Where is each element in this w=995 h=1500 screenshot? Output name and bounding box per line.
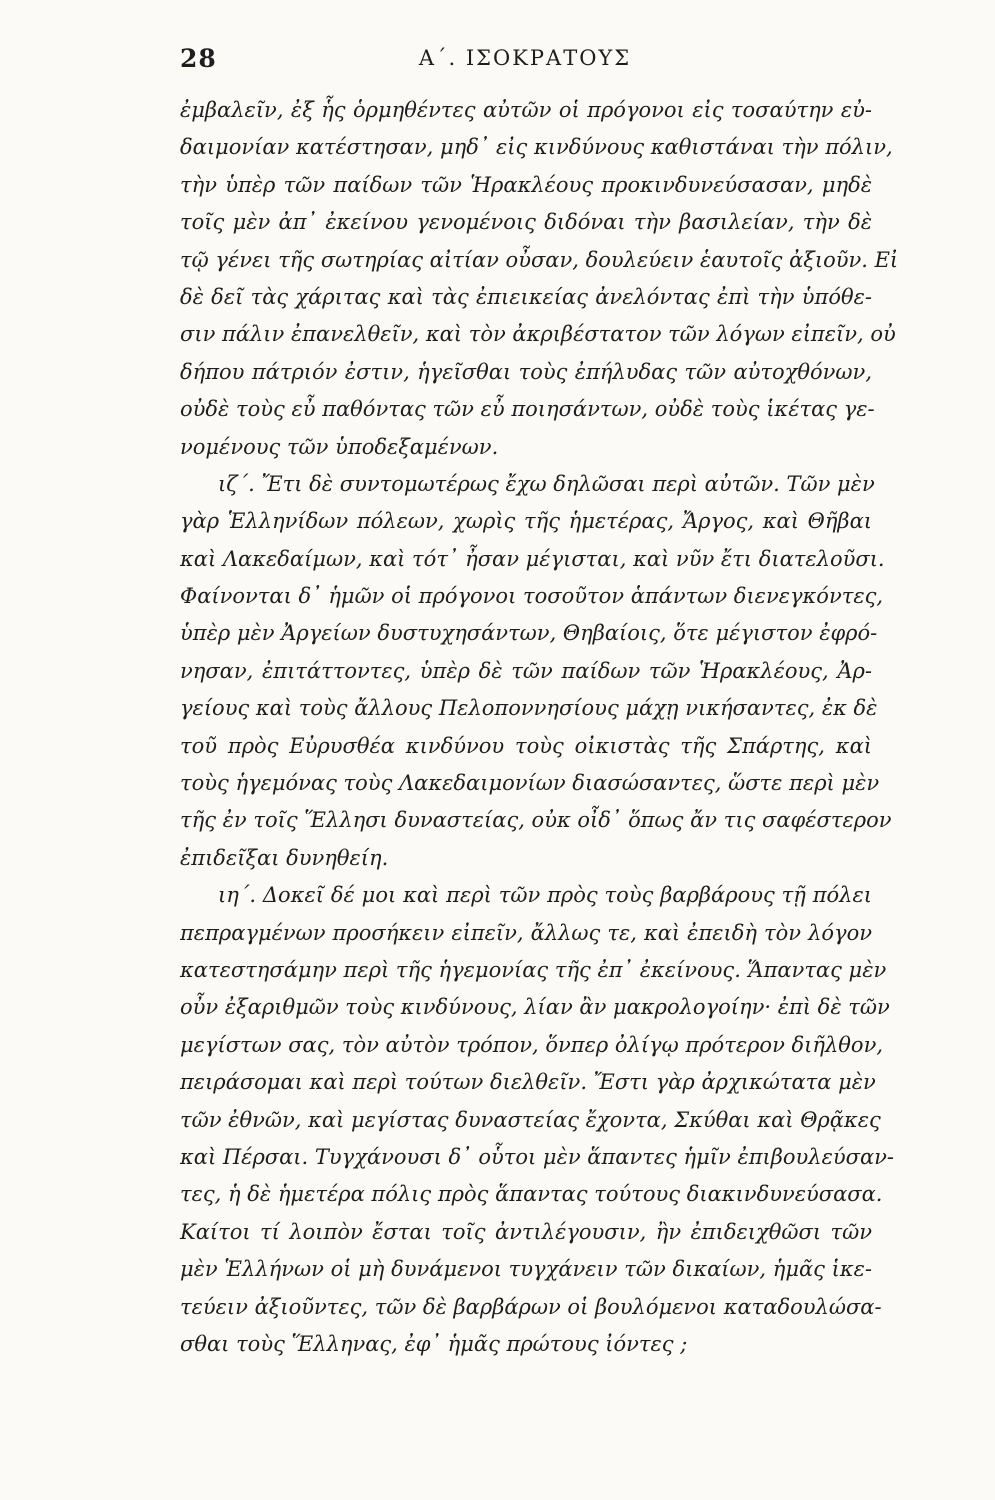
text-line: νησαν, ἐπιτάττοντες, ὑπὲρ δὲ τῶν παίδων τῶν Ἡρακλέους, Ἀρ- [180,658,872,683]
text-line: τὴν ὑπὲρ τῶν παίδων τῶν Ἡρακλέους προκινδυνεύσασαν, μηδὲ [180,172,872,197]
text-line: δὲ δεῖ τὰς χάριτας καὶ τὰς ἐπιεικείας ἀνελόντας ἐπὶ τὴν ὑπόθε- [180,284,872,309]
text-line: μὲν Ἑλλήνων οἱ μὴ δυνάμενοι τυγχάνειν τῶν δικαίων, ἡμᾶς ἱκε- [180,1257,872,1282]
text-line: ὑπὲρ μὲν Ἀργείων δυστυχησάντων, Θηβαίοις, ὅτε μέγιστον ἐφρό- [180,621,878,646]
text-line: δήπου πάτριόν ἐστιν, ἡγεῖσθαι τοὺς ἐπήλυδας τῶν αὐτοχθόνων, [180,359,872,384]
text-line: καὶ Λακεδαίμων, καὶ τότ᾽ ἦσαν μέγισται, καὶ νῦν ἔτι διατελοῦσι. [180,546,885,571]
text-line: πειράσομαι καὶ περὶ τούτων διελθεῖν. Ἔστι γὰρ ἀρχικώτατα μὲν [180,1070,876,1095]
text-line: τῆς ἐν τοῖς Ἕλλησι δυναστείας, οὐκ οἶδ᾽ ὅπως ἄν τις σαφέστερον [180,808,892,833]
page-header [180,44,870,78]
text-line: δαιμονίαν κατέστησαν, μηδ᾽ εἰς κινδύνους καθιστάναι τὴν πόλιν, [180,135,893,160]
text-line: σιν πάλιν ἐπανελθεῖν, καὶ τὸν ἀκριβέστατον τῶν λόγων εἰπεῖν, οὐ [180,322,896,347]
text-line: νομένους τῶν ὑποδεξαμένων. [180,434,499,459]
text-line: μεγίστων σας, τὸν αὐτὸν τρόπον, ὅνπερ ὀλίγῳ πρότερον διῆλθον, [180,1032,884,1057]
text-line: τοὺς ἡγεμόνας τοὺς Λακεδαιμονίων διασώσαντες, ὥστε περὶ μὲν [180,771,880,796]
body-text [180,92,899,1363]
text-line: τεύειν ἀξιοῦντες, τῶν δὲ βαρβάρων οἱ βουλόμενοι καταδουλώσα- [180,1294,882,1319]
text-line: γὰρ Ἑλληνίδων πόλεων, χωρὶς τῆς ἡμετέρας, Ἄργος, καὶ Θῆβαι [180,509,872,534]
text-line: καὶ Πέρσαι. Τυγχάνουσι δ᾽ οὗτοι μὲν ἅπαντες ἡμῖν ἐπιβουλεύσαν- [180,1144,895,1169]
section-heading-line: ιζ΄. Ἔτι δὲ συντομωτέρως ἔχω δηλῶσαι περὶ αὐτῶν. Τῶν μὲν [218,471,875,496]
text-line: τῶν ἐθνῶν, καὶ μεγίστας δυναστείας ἔχοντα, Σκύθαι καὶ Θρᾷκες [180,1107,881,1132]
text-line: τοῖς μὲν ἀπ᾽ ἐκείνου γενομένοις διδόναι τὴν βασιλείαν, τὴν δὲ [180,210,872,235]
section-heading-line: ιη΄. Δοκεῖ δέ μοι καὶ περὶ τῶν πρὸς τοὺς βαρβάρους τῇ πόλει [218,883,872,908]
text-line: τες, ἡ δὲ ἡμετέρα πόλις πρὸς ἅπαντας τούτους διακινδυνεύσασα. [180,1182,883,1207]
text-line: κατεστησάμην περὶ τῆς ἡγεμονίας τῆς ἐπ᾽ ἐκείνους. Ἅπαντας μὲν [180,957,887,982]
text-line: οὖν ἐξαριθμῶν τοὺς κινδύνους, λίαν ἂν μακρολογοίην· ἐπὶ δὲ τῶν [180,995,890,1020]
text-line: ἐμβαλεῖν, ἐξ ἧς ὁρμηθέντες αὐτῶν οἱ πρόγονοι εἰς τοσαύτην εὐ- [180,98,872,122]
page-number: 28 [180,44,217,73]
text-line: οὐδὲ τοὺς εὖ παθόντας τῶν εὖ ποιησάντων, οὐδὲ τοὺς ἱκέτας γε- [180,397,875,422]
text-line: γείους καὶ τοὺς ἄλλους Πελοποννησίους μάχῃ νικήσαντες, ἐκ δὲ [180,696,878,721]
text-line: τοῦ πρὸς Εὐρυσθέα κινδύνου τοὺς οἰκιστὰς τῆς Σπάρτης, καὶ [180,733,872,758]
text-line: ἐπιδεῖξαι δυνηθείη. [180,845,389,870]
text-line: Φαίνονται δ᾽ ἡμῶν οἱ πρόγονοι τοσοῦτον ἁπάντων διενεγκόντες, [180,584,884,609]
text-line: σθαι τοὺς Ἕλληνας, ἐφ᾽ ἡμᾶς πρώτους ἰόντες ; [180,1331,688,1356]
text-line: πεπραγμένων προσήκειν εἰπεῖν, ἄλλως τε, καὶ ἐπειδὴ τὸν λόγον [180,920,872,945]
running-title: Α΄. ΙΣΟΚΡΑΤΟΥΣ [418,46,632,70]
text-line: Καίτοι τί λοιπὸν ἔσται τοῖς ἀντιλέγουσιν, ἢν ἐπιδειχθῶσι τῶν [180,1219,872,1244]
text-line: τῷ γένει τῆς σωτηρίας αἰτίαν οὖσαν, δουλεύειν ἑαυτοῖς ἀξιοῦν. Εἰ [180,247,899,272]
